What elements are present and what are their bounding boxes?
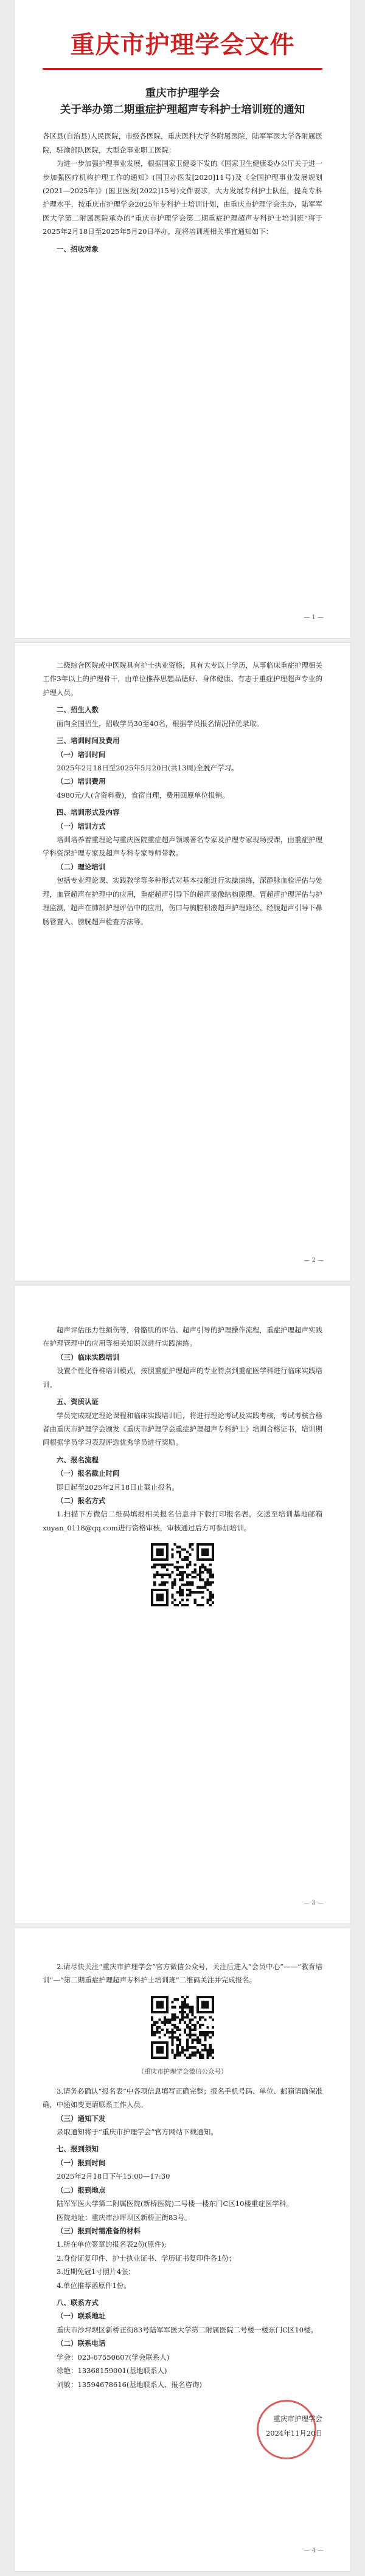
materials-item: 2.身份证复印件、护士执业证书、学历证书复印件各1份； — [57, 2253, 236, 2263]
section-heading-signup: 六、报名流程 — [57, 1455, 99, 1464]
section-heading-recruit: 一、招收对象 — [57, 244, 99, 253]
document-page-1 — [15, 0, 350, 638]
reg-place-paragraph: 陆军军医大学第二附属医院(新桥医院)二号楼一楼东门C区10楼重症医学科。 — [57, 2199, 293, 2208]
subheading-form: （一）培训方式 — [57, 821, 106, 831]
fee-paragraph: 4980元/人(含资料费)，食宿自理，费用回原单位报销。 — [57, 790, 229, 800]
wechat-paragraph: 2.请尽快关注“重庆市护理学会”官方微信公众号，关注后进入“会员中心”——“教育培训”—“第二期重症护理超声专科护士培训班”二维码关注并完成报名。 — [43, 1962, 322, 1985]
cert-paragraph: 学员完成规定理论课程和临床实践培训后，将进行理论考试及实践考核，考试考核合格者由重庆市护理学会颁发《重庆市护理学会重症护理超声专科护士》培训合格证书，培训期间根据学员学习表现评选优秀学员进行奖励。 — [43, 1411, 322, 1447]
signature-block — [43, 2400, 322, 2448]
signing-organization: 重庆市护理学会 — [273, 2414, 322, 2424]
section-heading-cert: 五、资质认证 — [57, 1397, 99, 1406]
method-paragraph: 1.扫描下方微信二维码填报相关报名信息并下载打印报名表，交送至培训基地邮箱xuyan_0118@qq.com进行资格审核，审核通过后方可参加培训。 — [43, 1510, 322, 1532]
contact-line: 刘敏：13594678616(基地联系人、报名咨询) — [57, 2380, 202, 2389]
subheading-clinical: （三）临床实践培训 — [57, 1352, 120, 1362]
count-paragraph: 面向全国招生，招收学员30至40名，根据学员报名情况择优录取。 — [57, 719, 263, 728]
materials-item: 1.所在单位签章的报名表2份(原件); — [57, 2240, 167, 2249]
time-paragraph: 2025年2月18日至2025年5月20日(共13周)全脱产学习。 — [57, 763, 238, 772]
email-paragraph: 3.请务必确认“报名表”中各项信息填写正确完整；报名手机号码、单位、邮箱请确保准确，中途如变更请联系工作人员。 — [43, 2086, 322, 2109]
section-heading-contact: 八、联系方式 — [57, 2298, 99, 2307]
subheading-reg-time: （一）报到时间 — [57, 2158, 106, 2167]
page-number: — 4 — — [304, 2547, 324, 2554]
subheading-content: （二）理论培训 — [57, 862, 106, 871]
subheading-notify: （三）通知下发 — [57, 2114, 106, 2123]
document-page-2 — [15, 643, 350, 1281]
address-paragraph: 重庆市沙坪坝区新桥正街83号陆军军医大学第二附属医院二号楼一楼东门C区10楼。 — [57, 2325, 318, 2334]
page-number: — 1 — — [304, 614, 324, 621]
signing-date: 2024年11月20日 — [265, 2429, 322, 2438]
form-paragraph: 培训培养着重理论与重庆医院重症超声领域著名专家及护理专家现场授课，由重症护理学科资深护理专家及超声专科专家导师带教。 — [43, 835, 322, 858]
subheading-materials: （三）报到时需准备的材料 — [57, 2226, 141, 2235]
reg-time-paragraph: 2025年2月18日下午15:00—17:30 — [57, 2172, 170, 2181]
subheading-time: （一）培训时间 — [57, 750, 106, 759]
document-page-3 — [15, 1286, 350, 1923]
reg-address-paragraph: 医院地址：重庆市沙坪坝区新桥正街83号。 — [57, 2213, 192, 2222]
section-heading-registration: 七、报到须知 — [57, 2145, 99, 2154]
recruit-paragraph: 二级综合医院或中医院具有护士执业资格，具有大专以上学历，从事临床重症护理相关工作3年以上的护理骨干，由单位推荐思想品德好、身体健康、有志于重症护理超声专业的护理人员。 — [43, 661, 322, 697]
subheading-reg-place: （二）报到地点 — [57, 2185, 106, 2194]
content-paragraph: 包括专业理论课、实践教学等多种形式对基本技能进行实操演练，深静脉血栓评估与处理，血管超声在护理中的应用，重症超声引导下的超声显像结构原理、胃超声护理评估与护理监测，超声在肺部护理评估中的应用，伤口与胸腔积液超声护理路径、经腹超声引导下鼻肠管置入、膀胱超声检查方法等。 — [43, 876, 322, 926]
intro-paragraph: 为进一步加强护理事业发展，根据国家卫健委下发的《国家卫生健康委办公厅关于进一步加强医疗机构护理工作的通知》(国卫办医发[2020]11号)及《全国护理事业发展规划(2021—2025年)》(国卫医发[2022]15号)文件要求，大力发展专科护士队伍，提高专科护理水平，按重庆市护理学会2025年专科护士培训计划，由重庆市护理学会主办，陆军军医大学第二附属医院承办的“重庆市护理学会第二期重症护理超声专科护士培训班”将于2025年2月18日至2025年5月20日举办，现将培训班相关事宜通知如下： — [43, 159, 322, 236]
subheading-method: （二）报名方式 — [57, 1496, 106, 1506]
header-red-divider — [43, 68, 322, 70]
section-heading-time-fee: 三、培训时间及费用 — [57, 736, 120, 745]
subheading-deadline: （一）报名截止时间 — [57, 1469, 120, 1478]
issuer-name: 重庆市护理学会 — [145, 87, 220, 100]
notice-subject: 关于举办第二期重症护理超声专科护士培训班的通知 — [60, 104, 305, 117]
document-header-title: 重庆市护理学会文件 — [70, 31, 295, 59]
materials-item: 4.单位推荐函原件1份。 — [57, 2281, 131, 2290]
subheading-address: （一）联系地址 — [57, 2312, 106, 2321]
document-page-4 — [15, 1928, 350, 2571]
notify-paragraph: 录取通知将于“重庆市护理学会”官方网站下载通知。 — [57, 2128, 218, 2136]
contact-line: 学会：023-67550607(学会联系人) — [57, 2352, 170, 2362]
wechat-qr-code — [151, 1996, 214, 2059]
page-number: — 2 — — [304, 1256, 324, 1264]
clinical-paragraph: 设置个性化脊椎培训模式，按照重症护理超声的专业特点到重症医学科进行临床实践培训。 — [43, 1366, 322, 1389]
subheading-fee: （二）培训费用 — [57, 777, 106, 786]
salutation: 各区县(自治县)人民医院，市级各医院，重庆医科大学各附属医院，陆军军医大学各附属医院，驻渝部队医院，大型企事业职工医院： — [43, 132, 322, 154]
section-heading-form: 四、培训形式及内容 — [57, 808, 120, 817]
materials-item: 3.近期免冠1寸照片4张； — [57, 2267, 136, 2276]
contact-line: 徐艳：13368159001(基地联系人) — [57, 2366, 167, 2376]
section-heading-count: 二、招生人数 — [57, 705, 99, 714]
content-continued-paragraph: 超声评估压力性损伤等，骨骼肌的评估、超声引导的护理操作流程，重症护理超声实践在护理管理中的应用等相关知识以进行实践演练。 — [43, 1326, 322, 1348]
page-number: — 3 — — [304, 1899, 324, 1906]
signup-qr-code — [151, 1543, 214, 1606]
deadline-paragraph: 即日起至2025年2月18日止截止报名。 — [57, 1482, 179, 1492]
qr-caption: （重庆市护理学会微信公众号） — [137, 2068, 228, 2076]
subheading-phone: （二）联系电话 — [57, 2339, 106, 2348]
